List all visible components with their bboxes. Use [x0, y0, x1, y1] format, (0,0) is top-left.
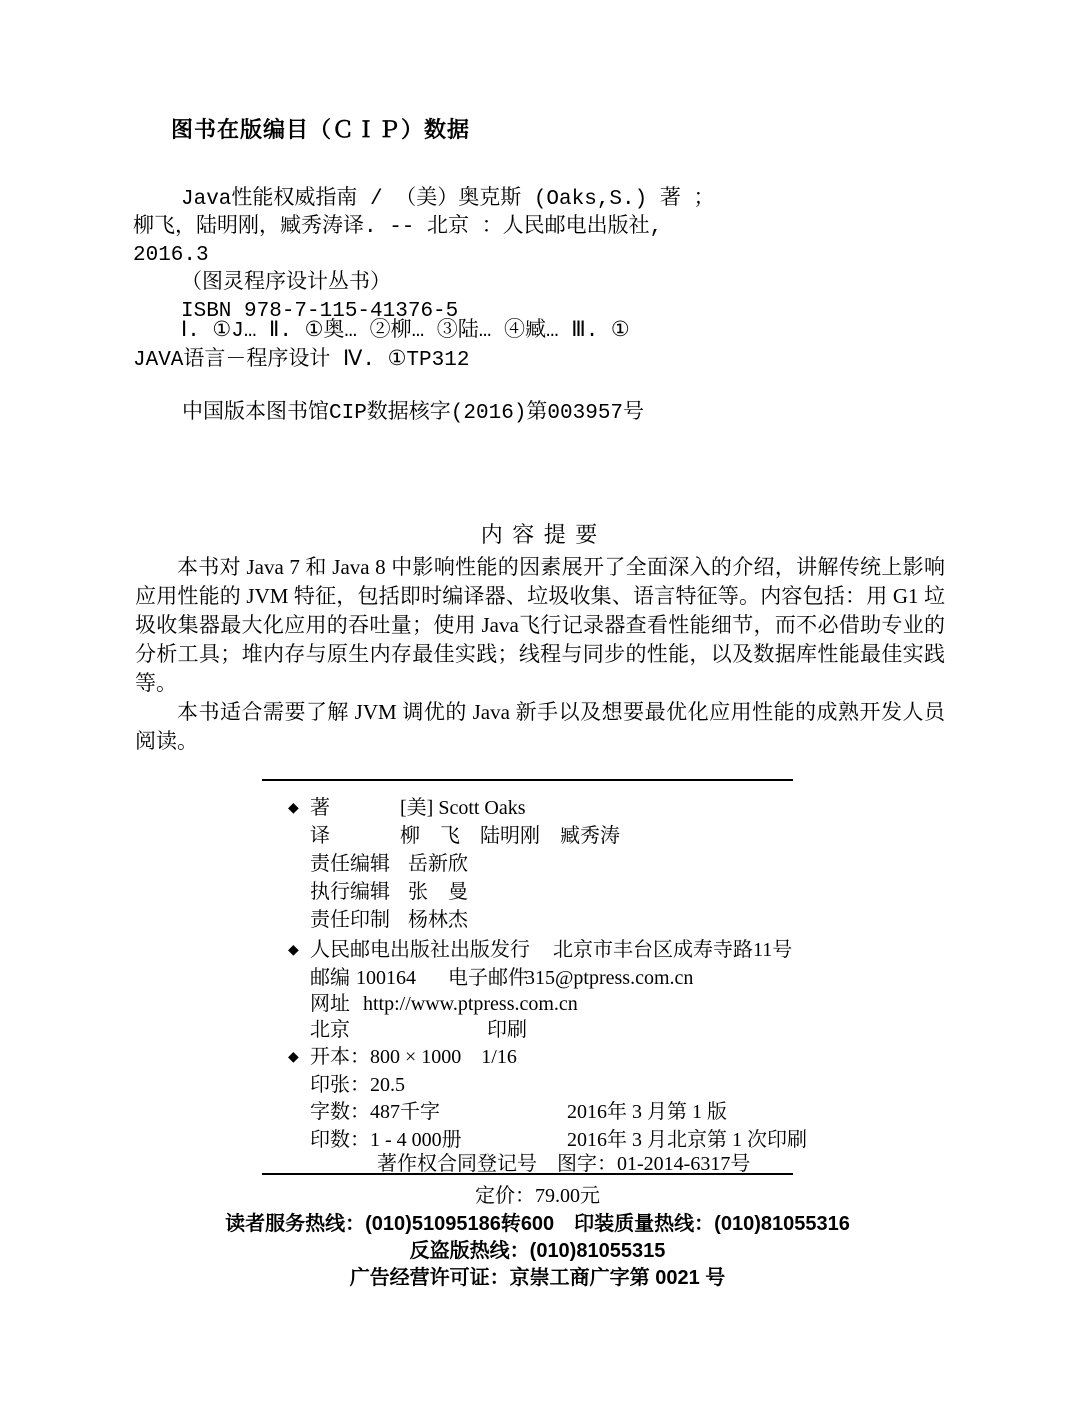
cip-registry-number: 中国版本图书馆CIP数据核字(2016)第003957号	[182, 402, 645, 425]
credit-value: 张 曼	[408, 881, 468, 903]
cip-classification-block	[133, 317, 833, 375]
registration-value: 著作权合同登记号 图字：01-2014-6317号	[377, 1153, 751, 1175]
copies-value: 印数：1 - 4 000册	[310, 1129, 462, 1151]
summary-body	[135, 553, 945, 756]
credit-row-print-supervisor	[262, 907, 793, 933]
print-city: 北京	[310, 1019, 350, 1041]
credit-row-editor	[262, 851, 793, 877]
website-row	[262, 991, 793, 1017]
hotlines-line: 读者服务热线：(010)51095186转600 印装质量热线：(010)81055316	[225, 1213, 850, 1235]
impression-value: 2016年 3 月北京第 1 次印刷	[567, 1129, 807, 1151]
print-city-row	[262, 1017, 793, 1043]
credit-row-executive-editor	[262, 879, 793, 905]
anti-piracy-line: 反盗版热线：(010)81055315	[409, 1240, 666, 1262]
cip-classification-line: Ⅰ. ①J… Ⅱ. ①奥… ②柳… ③陆… ④臧… Ⅲ. ①	[181, 320, 630, 343]
cip-classification-line: JAVA语言－程序设计 Ⅳ. ①TP312	[133, 349, 470, 372]
email-label: 电子邮件	[448, 967, 528, 989]
postcode-value: 100164	[356, 967, 416, 989]
price-line: 定价：79.00元	[475, 1185, 600, 1207]
cip-record-line: 柳飞，陆明刚，臧秀涛译. -- 北京 ：人民邮电出版社,	[133, 216, 663, 239]
cip-isbn-line: ISBN 978-7-115-41376-5	[181, 300, 459, 323]
cip-record-line: 2016.3	[133, 244, 209, 267]
cip-series-line: （图灵程序设计丛书）	[181, 272, 391, 295]
summary-paragraph: 本书对 Java 7 和 Java 8 中影响性能的因素展开了全面深入的介绍，讲解传统上影响应用性能的 JVM 特征，包括即时编译器、垃圾收集、语言特征等。内容包括：用 G1 垃圾收集器最大化应用的吞吐量；使用 Java飞行记录器查看性能细节，而不必借助专业的分析工具；堆内存与原生内存最佳实践；线程与同步的性能，以及数据库性能最佳实践等。	[135, 555, 945, 695]
diamond-bullet-icon: ◆	[288, 1049, 299, 1065]
credit-label: 译	[310, 825, 330, 847]
registration-row	[262, 1151, 793, 1177]
credit-value: 柳 飞 陆明刚 臧秀涛	[400, 825, 620, 847]
credit-label: 执行编辑	[310, 881, 390, 903]
publisher-name: 人民邮电出版社出版发行	[310, 939, 530, 961]
edition-value: 2016年 3 月第 1 版	[567, 1101, 727, 1123]
copies-impression-row	[262, 1127, 807, 1153]
diamond-bullet-icon: ◆	[288, 942, 299, 958]
email-value: 315@ptpress.com.cn	[525, 967, 694, 989]
summary-paragraph: 本书适合需要了解 JVM 调优的 Java 新手以及想要最优化应用性能的成熟开发人员阅读。	[135, 700, 945, 753]
publisher-row	[262, 937, 793, 963]
credit-label: 责任印制	[310, 909, 390, 931]
cip-record-block	[133, 186, 833, 326]
postcode-label: 邮编	[310, 967, 350, 989]
sheets-value: 印张：20.5	[310, 1074, 405, 1096]
credit-label: 著	[310, 797, 330, 819]
publisher-address: 北京市丰台区成寿寺路11号	[553, 939, 793, 961]
format-row	[262, 1044, 793, 1070]
wordcount-edition-row	[262, 1099, 793, 1125]
summary-title: 内 容 提 要	[480, 522, 600, 547]
credit-label: 责任编辑	[310, 853, 390, 875]
format-value: 开本：800 × 1000 1/16	[310, 1046, 517, 1068]
wordcount-value: 字数：487千字	[310, 1101, 440, 1123]
credit-value: 岳新欣	[408, 853, 468, 875]
sheets-row	[262, 1072, 793, 1098]
credit-row-translators	[262, 823, 793, 849]
website-label: 网址	[310, 993, 350, 1015]
colophon-box	[262, 779, 807, 1175]
print-word: 印刷	[487, 1019, 527, 1041]
ad-license-line: 广告经营许可证：京崇工商广字第 0021 号	[349, 1267, 726, 1289]
credit-value: [美] Scott Oaks	[400, 797, 526, 819]
diamond-bullet-icon: ◆	[288, 800, 299, 816]
cip-heading: 图书在版编目（ＣＩＰ）数据	[171, 117, 471, 142]
credit-value: 杨林杰	[408, 909, 468, 931]
cip-record-line: Java性能权威指南 / （美）奥克斯 (Oaks,S.) 著 ；	[181, 188, 715, 211]
credit-row-author	[262, 795, 793, 821]
website-value: http://www.ptpress.com.cn	[363, 993, 578, 1015]
postcode-email-row	[262, 965, 793, 991]
